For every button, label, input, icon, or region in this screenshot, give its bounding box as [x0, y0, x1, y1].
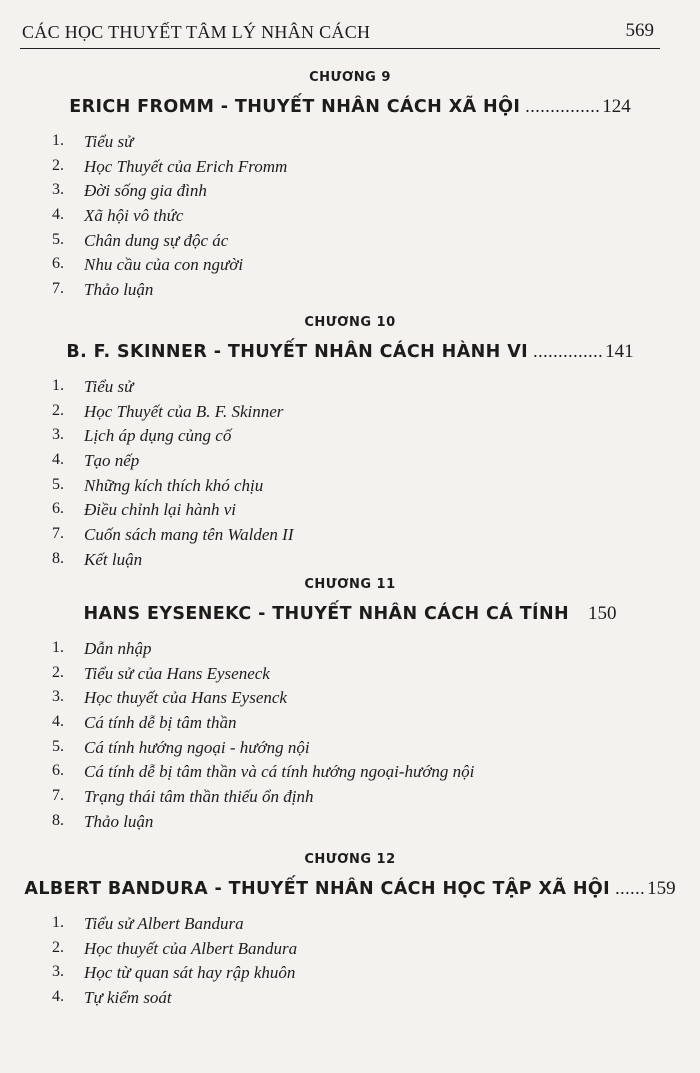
page-header: [0, 0, 700, 52]
list-item: [0, 181, 650, 206]
chapter-heading: [0, 878, 700, 900]
list-item: [0, 206, 650, 231]
item-text: Cá tính dễ bị tâm thần và cá tính hướng ngoại-hướng nội: [84, 762, 475, 782]
list-item: [0, 451, 650, 476]
item-text: Thảo luận: [84, 280, 154, 300]
item-text: Thảo luận: [84, 811, 154, 831]
item-text: Kết luận: [84, 549, 143, 569]
item-text: Học thuyết của Hans Eysenck: [84, 688, 287, 708]
chapter-label: CHƯƠNG 11: [304, 577, 396, 592]
list-item: [0, 988, 650, 1013]
list-item: [0, 713, 650, 738]
item-number: 1.: [52, 132, 64, 149]
list-item: [0, 914, 650, 939]
list-item: [0, 132, 650, 157]
chapter-title: B. F. SKINNER - THUYẾT NHÂN CÁCH HÀNH VI: [66, 342, 529, 362]
item-number: 4.: [52, 206, 64, 224]
item-number: 2.: [52, 938, 64, 956]
item-text: Chân dung sự độc ác: [84, 230, 229, 250]
leader-dots: ......: [615, 878, 646, 898]
list-item: [0, 939, 650, 964]
list-item: [0, 377, 650, 402]
item-number: 1.: [52, 639, 64, 656]
list-item: [0, 231, 650, 256]
list-item: [0, 500, 650, 525]
item-text: Cá tính dễ bị tâm thần: [84, 713, 237, 733]
item-text: Những kích thích khó chịu: [84, 475, 264, 495]
chapter-label: CHƯƠNG 9: [309, 70, 391, 85]
item-text: Dẫn nhập: [84, 639, 152, 658]
list-item: [0, 738, 650, 763]
list-item: [0, 280, 650, 305]
chapter-page: 124: [602, 96, 631, 117]
chapter-page: 150: [588, 603, 617, 624]
list-item: [0, 812, 650, 837]
item-number: 2.: [52, 663, 64, 681]
list-item: [0, 157, 650, 182]
leader-dots: ...............: [525, 96, 601, 116]
item-text: Tiểu sử: [84, 377, 134, 396]
item-number: 6.: [52, 500, 64, 518]
list-item: [0, 402, 650, 427]
chapter-title: ERICH FROMM - THUYẾT NHÂN CÁCH XÃ HỘI: [69, 97, 521, 117]
item-text: Nhu cầu của con người: [84, 255, 244, 275]
list-item: [0, 787, 650, 812]
item-text: Đời sống gia đình: [84, 181, 207, 201]
item-text: Trạng thái tâm thần thiếu ổn định: [84, 787, 314, 807]
chapter-page: 159: [647, 878, 676, 899]
item-text: Xã hội vô thức: [84, 206, 184, 226]
item-text: Học Thuyết của Erich Fromm: [84, 156, 288, 176]
section-list: [0, 132, 650, 305]
item-text: Tiểu sử Albert Bandura: [84, 914, 244, 933]
chapter-heading: [0, 96, 700, 118]
item-text: Điều chỉnh lại hành vi: [84, 500, 237, 520]
list-item: [0, 525, 650, 550]
chapter-title: HANS EYSENEKC - THUYẾT NHÂN CÁCH CÁ TÍNH: [83, 604, 570, 624]
item-text: Tiểu sử của Hans Eyseneck: [84, 663, 270, 683]
list-item: [0, 639, 650, 664]
item-text: Lịch áp dụng củng cố: [84, 426, 232, 446]
item-number: 5.: [52, 737, 64, 755]
page-number: 569: [625, 20, 654, 41]
list-item: [0, 664, 650, 689]
item-number: 4.: [52, 713, 64, 731]
item-text: Học từ quan sát hay rập khuôn: [84, 963, 296, 983]
section-list: [0, 914, 650, 1013]
item-text: Tự kiểm soát: [84, 988, 172, 1008]
header-rule: [20, 48, 660, 49]
chapter-label: CHƯƠNG 10: [304, 315, 396, 330]
section-list: [0, 377, 650, 575]
item-number: 1.: [52, 914, 64, 931]
list-item: [0, 762, 650, 787]
item-number: 6.: [52, 762, 64, 780]
item-text: Học thuyết của Albert Bandura: [84, 938, 298, 958]
item-number: 5.: [52, 475, 64, 493]
item-number: 3.: [52, 963, 64, 981]
chapter-page: 141: [605, 341, 634, 362]
item-number: 2.: [52, 156, 64, 174]
chapter-heading: [0, 341, 700, 363]
running-title: CÁC HỌC THUYẾT TÂM LÝ NHÂN CÁCH: [22, 22, 371, 42]
item-number: 3.: [52, 426, 64, 444]
item-text: Cá tính hướng ngoại - hướng nội: [84, 737, 310, 757]
item-number: 8.: [52, 811, 64, 829]
item-text: Tạo nếp: [84, 451, 140, 471]
list-item: [0, 963, 650, 988]
list-item: [0, 426, 650, 451]
item-number: 4.: [52, 988, 64, 1006]
item-text: Học Thuyết của B. F. Skinner: [84, 401, 284, 421]
leader-dots: ..............: [533, 341, 604, 361]
item-number: 5.: [52, 230, 64, 248]
item-number: 1.: [52, 377, 64, 394]
section-list: [0, 639, 650, 837]
item-number: 7.: [52, 280, 64, 298]
item-number: 8.: [52, 549, 64, 567]
chapter-label: CHƯƠNG 12: [304, 852, 396, 867]
item-text: Tiểu sử: [84, 132, 134, 151]
item-number: 6.: [52, 255, 64, 273]
list-item: [0, 550, 650, 575]
item-number: 7.: [52, 787, 64, 805]
chapter-title: ALBERT BANDURA - THUYẾT NHÂN CÁCH HỌC TẬP XÃ HỘI: [24, 879, 611, 899]
item-number: 7.: [52, 525, 64, 543]
item-number: 2.: [52, 401, 64, 419]
item-number: 4.: [52, 451, 64, 469]
item-number: 3.: [52, 688, 64, 706]
list-item: [0, 255, 650, 280]
list-item: [0, 476, 650, 501]
list-item: [0, 688, 650, 713]
item-text: Cuốn sách mang tên Walden II: [84, 525, 294, 545]
chapter-heading: [0, 603, 700, 625]
item-number: 3.: [52, 181, 64, 199]
